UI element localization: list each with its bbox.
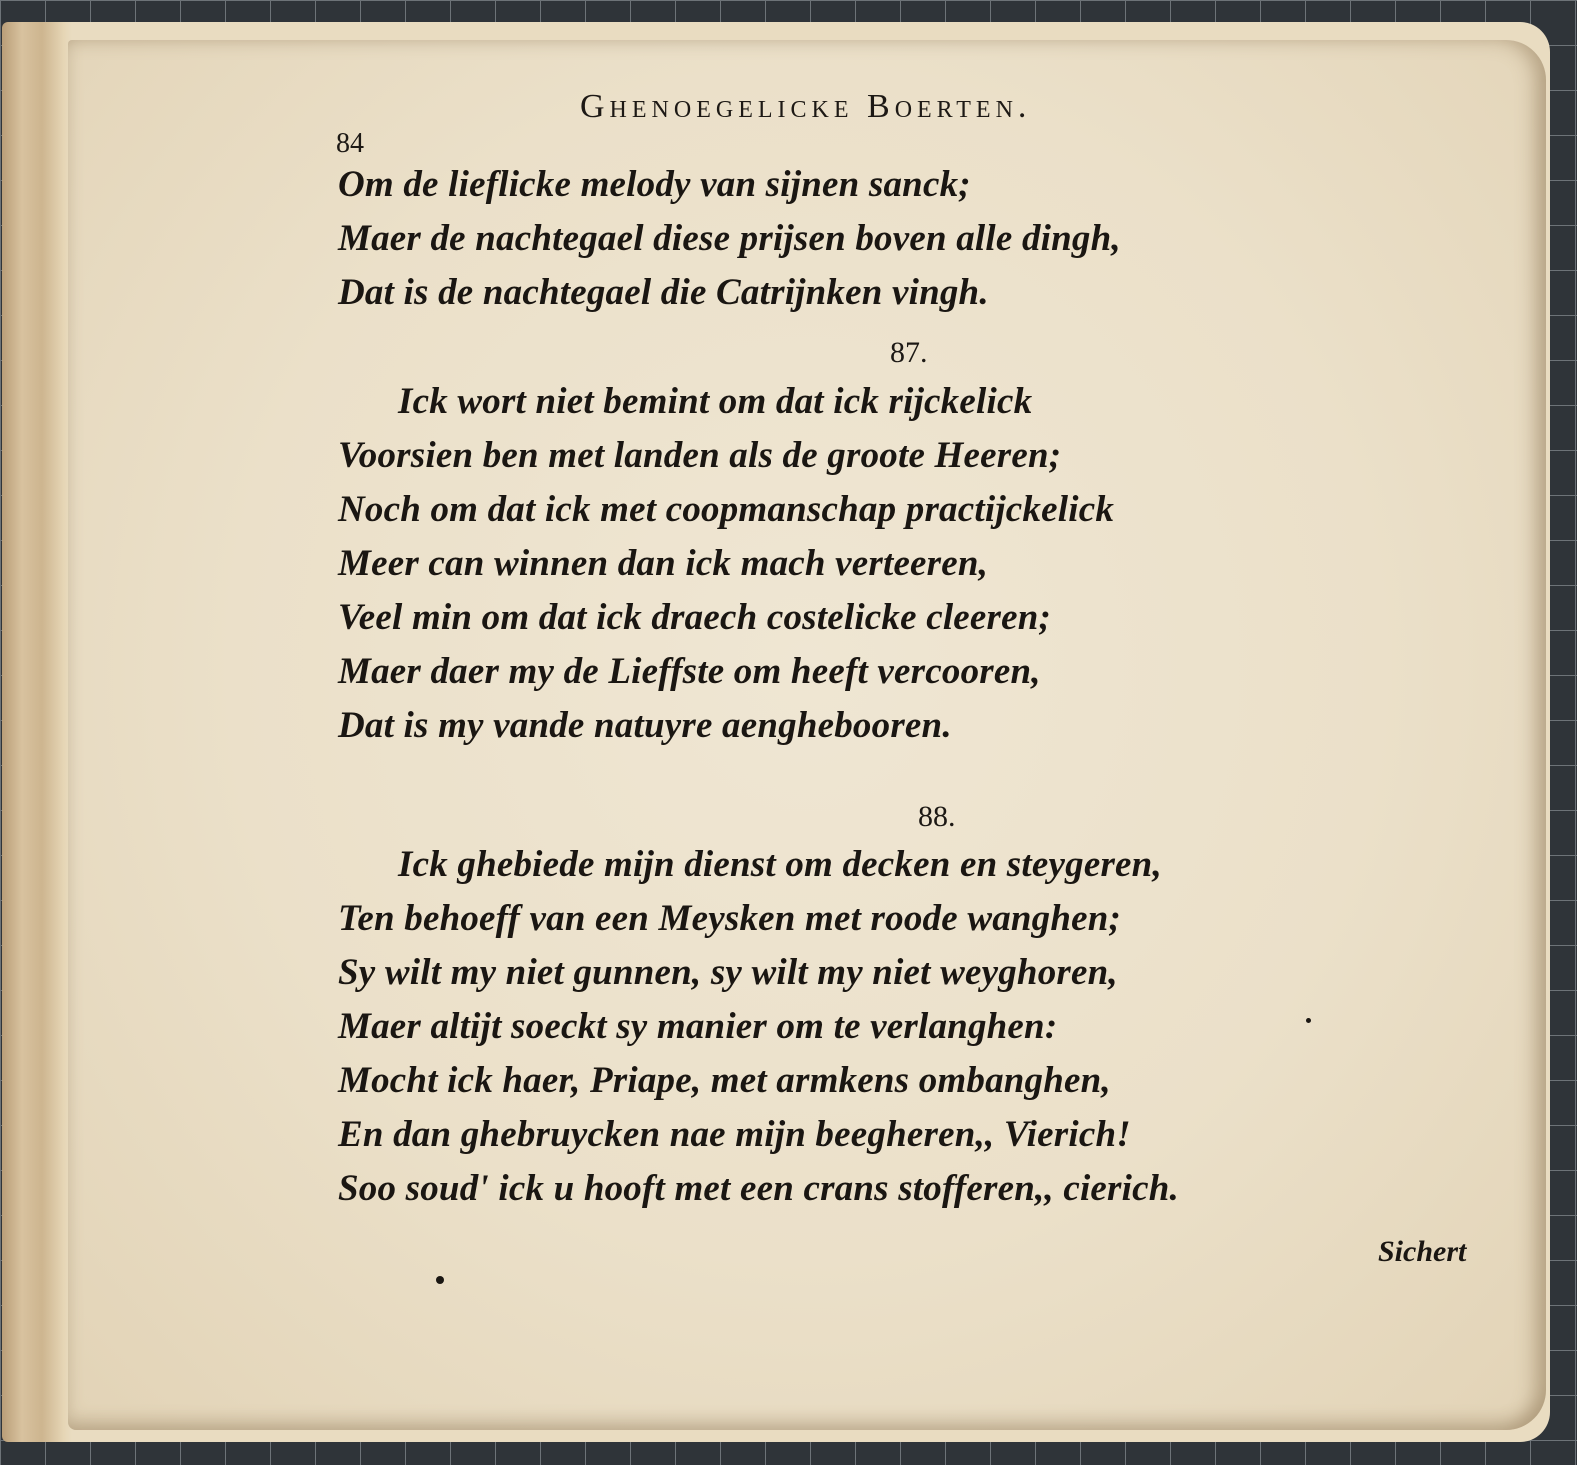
stanza-continuation (338, 158, 1448, 320)
verse-line: Soo soud' ick u hooft met een crans stofferen,, cierich. (338, 1168, 1179, 1209)
verse-line: Meer can winnen dan ick mach verteeren, (338, 543, 989, 584)
ink-speck (1306, 1018, 1311, 1023)
verse-line: Sy wilt my niet gunnen, sy wilt my niet weyghoren, (338, 952, 1118, 993)
verse-line: Maer altijt soeckt sy manier om te verlanghen: (338, 1006, 1058, 1047)
verse-line: Veel min om dat ick draech costelicke cleeren; (338, 597, 1052, 638)
verse-line: Maer daer my de Lieffste om heeft vercooren, (338, 651, 1041, 692)
verse-line: Om de lieflicke melody van sijnen sanck; (338, 164, 971, 205)
verse-line: Ick ghebiede mijn dienst om decken en steygeren, (398, 844, 1162, 885)
verse-line: Dat is de nachtegael die Catrijnken vingh. (338, 272, 989, 313)
verse-line: En dan ghebruycken nae mijn beegheren,, Vierich! (338, 1114, 1131, 1155)
stanza-87 (338, 375, 1448, 753)
verse-line: Ten behoeff van een Meysken met roode wanghen; (338, 898, 1122, 939)
running-head: Ghenoegelicke Boerten. (580, 88, 1032, 125)
verse-line: Ick wort niet bemint om dat ick rijckelick (398, 381, 1033, 422)
verse-line: Voorsien ben met landen als de groote Heeren; (338, 435, 1062, 476)
page-number: 84 (336, 128, 364, 159)
ink-speck (436, 1276, 444, 1284)
verse-line: Mocht ick haer, Priape, met armkens ombanghen, (338, 1060, 1111, 1101)
stanza-88 (338, 838, 1448, 1216)
verse-line: Dat is my vande natuyre aenghebooren. (338, 705, 952, 746)
stanza-number-88: 88. (918, 800, 956, 833)
catchword: Sichert (1378, 1235, 1467, 1268)
verse-line: Maer de nachtegael diese prijsen boven alle dingh, (338, 218, 1121, 259)
verse-line: Noch om dat ick met coopmanschap practijckelick (338, 489, 1115, 530)
stanza-number-87: 87. (890, 336, 928, 369)
